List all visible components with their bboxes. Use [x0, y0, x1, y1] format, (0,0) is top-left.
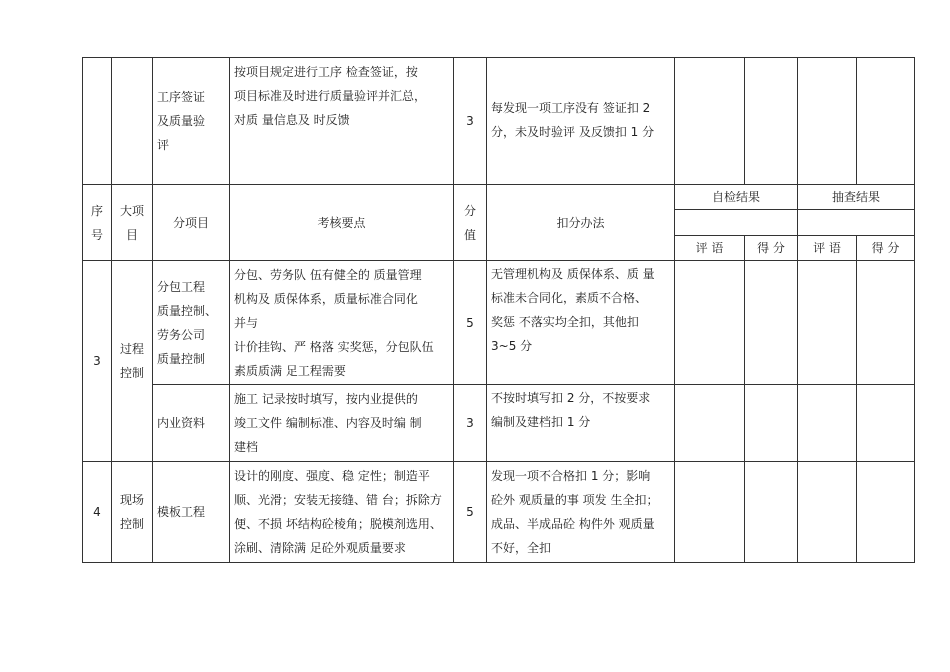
- header-self-mark: 得 分: [745, 236, 798, 261]
- points-cell: 分包、劳务队 伍有健全的 质量管理 机构及 质保体系，质量标准合同化 并与 计价挂钩、严 格落 实奖惩，分包队伍 素质质满 足工程需要: [230, 261, 454, 385]
- seq-cell: [83, 58, 112, 185]
- header-row: [83, 185, 915, 210]
- subitem-cell: 工序签证 及质量验 评: [153, 58, 230, 185]
- self-comment-cell: [675, 261, 745, 385]
- score-cell: 5: [454, 261, 487, 385]
- header-blank: [675, 210, 798, 236]
- spot-comment-cell: [798, 462, 857, 563]
- spot-mark-cell: [857, 462, 915, 563]
- header-blank: [798, 210, 915, 236]
- header-score: 分 值: [454, 185, 487, 261]
- seq-cell: 3: [83, 261, 112, 462]
- spot-mark-cell: [857, 58, 915, 185]
- header-spot-comment: 评 语: [798, 236, 857, 261]
- spot-comment-cell: [798, 261, 857, 385]
- self-mark-cell: [745, 385, 798, 462]
- table-row: [83, 58, 915, 185]
- subitem-cell: 分包工程 质量控制、 劳务公司 质量控制: [153, 261, 230, 385]
- table-row: [83, 462, 915, 563]
- points-cell: 按项目规定进行工序 检查签证，按 项目标准及时进行质量验评并汇总， 对质 量信息及 时反馈: [230, 58, 454, 185]
- major-cell: [112, 58, 153, 185]
- header-self-comment: 评 语: [675, 236, 745, 261]
- points-cell: 设计的刚度、强度、稳 定性；制造平 顺、光滑；安装无接缝、错 台；拆除方 便、不损 坏结构砼棱角；脱模剂选用、 涂刷、清除满 足砼外观质量要求: [230, 462, 454, 563]
- major-cell: 现场 控制: [112, 462, 153, 563]
- header-self-check: 自检结果: [675, 185, 798, 210]
- spot-comment-cell: [798, 385, 857, 462]
- points-cell: 施工 记录按时填写，按内业提供的 竣工文件 编制标准、内容及时编 制 建档: [230, 385, 454, 462]
- assessment-table: [82, 57, 915, 563]
- header-subitem: 分项目: [153, 185, 230, 261]
- self-mark-cell: [745, 261, 798, 385]
- score-cell: 3: [454, 58, 487, 185]
- self-mark-cell: [745, 58, 798, 185]
- self-comment-cell: [675, 58, 745, 185]
- self-comment-cell: [675, 385, 745, 462]
- header-seq: 序 号: [83, 185, 112, 261]
- table-row: [83, 385, 915, 462]
- header-spot-mark: 得 分: [857, 236, 915, 261]
- spot-comment-cell: [798, 58, 857, 185]
- header-major: 大项 目: [112, 185, 153, 261]
- self-mark-cell: [745, 462, 798, 563]
- method-cell: 无管理机构及 质保体系、质 量 标准未合同化，素质不合格、 奖惩 不落实均全扣，其他扣 3~5 分: [487, 261, 675, 385]
- header-method: 扣分办法: [487, 185, 675, 261]
- header-spot-check: 抽查结果: [798, 185, 915, 210]
- spot-mark-cell: [857, 261, 915, 385]
- method-cell: 不按时填写扣 2 分，不按要求 编制及建档扣 1 分: [487, 385, 675, 462]
- self-comment-cell: [675, 462, 745, 563]
- seq-cell: 4: [83, 462, 112, 563]
- score-cell: 5: [454, 462, 487, 563]
- method-cell: 发现一项不合格扣 1 分；影响 砼外 观质量的事 项发 生全扣； 成品、半成品砼 构件外 观质量 不好，全扣: [487, 462, 675, 563]
- major-cell: 过程 控制: [112, 261, 153, 462]
- method-cell: 每发现一项工序没有 签证扣 2 分，未及时验评 及反馈扣 1 分: [487, 58, 675, 185]
- header-points: 考核要点: [230, 185, 454, 261]
- subitem-cell: 内业资料: [153, 385, 230, 462]
- score-cell: 3: [454, 385, 487, 462]
- table-row: [83, 261, 915, 385]
- spot-mark-cell: [857, 385, 915, 462]
- subitem-cell: 模板工程: [153, 462, 230, 563]
